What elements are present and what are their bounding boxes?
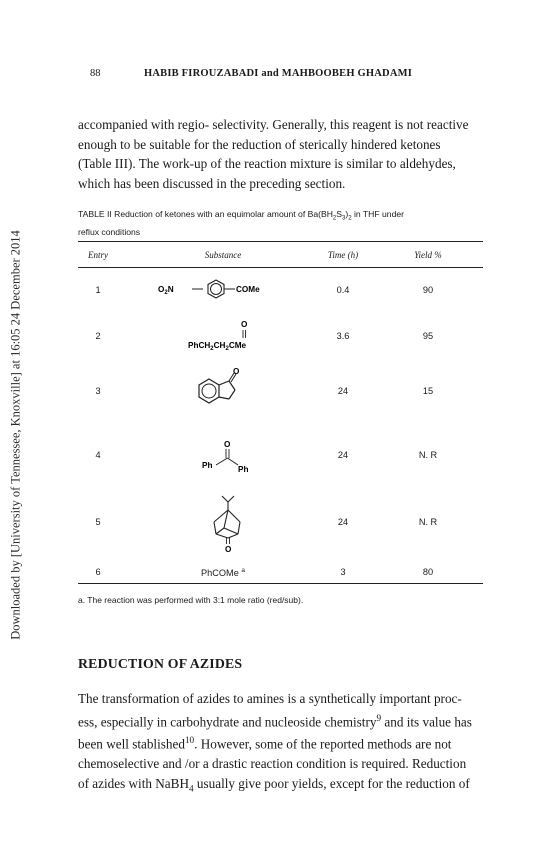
footnote-marker: a <box>241 567 245 574</box>
download-note-text: Downloaded by [University of Tennessee, Knoxville] at 16:05 24 December 2014 <box>8 230 23 640</box>
download-watermark <box>1 200 31 670</box>
row-5-time: 24 <box>337 517 349 527</box>
citation-9: 9 <box>376 712 382 723</box>
text-run: and its value has <box>381 713 472 729</box>
row-2-entry: 2 <box>95 331 101 341</box>
row-2-structure <box>188 318 298 359</box>
row-5-entry: 5 <box>95 517 101 527</box>
row-6-yield: 80 <box>422 567 434 577</box>
header-substance: Substance <box>204 250 242 260</box>
header-entry: Entry <box>88 250 108 260</box>
header-time: Time (h) <box>327 250 359 260</box>
caption-subscript: 3 <box>342 215 346 222</box>
svg-text:Ph: Ph <box>202 461 213 470</box>
section-heading: REDUCTION OF AZIDES <box>78 656 243 671</box>
header-yield: Yield % <box>414 250 442 260</box>
intro-line: accompanied with regio- selectivity. Generally, this reagent is not reactive <box>78 117 469 132</box>
row-4-yield: N. R <box>418 450 438 460</box>
row-4-entry: 4 <box>95 450 101 460</box>
page-number: 88 <box>90 68 101 79</box>
row-6-time: 3 <box>340 567 346 577</box>
svg-text:PhCH2CH2CMe: $PhCH_2CH_2CMe$ <box>188 341 247 352</box>
text-run: ess, especially in carbohydrate and nucleoside chemistry <box>78 713 377 729</box>
svg-text:O: O <box>241 320 248 329</box>
row-6-entry: 6 <box>95 567 101 577</box>
row-3-entry: 3 <box>95 386 101 396</box>
row-3-structure <box>195 367 255 416</box>
row-5-structure <box>200 492 260 557</box>
svg-text:COMe: COMe <box>236 285 260 294</box>
intro-line: which has been discussed in the preceding section. <box>78 175 346 191</box>
benzylacetone-structure <box>188 318 298 354</box>
caption-text: in THF under <box>351 209 404 219</box>
running-head-authors: HABIB FIROUZABADI and MAHBOOBEH GHADAMI <box>144 68 412 79</box>
svg-text:O2N: $O_2N$ <box>158 285 174 296</box>
svg-text:O: O <box>225 545 232 552</box>
azides-line <box>78 731 480 754</box>
intro-line: (Table III). The work-up of the reaction mixture is similar to aldehydes, <box>78 156 456 171</box>
svg-text:Ph: Ph <box>238 465 249 474</box>
svg-text:O: O <box>233 367 240 376</box>
text-run: . However, some of the reported methods are not <box>194 736 452 752</box>
row-1-structure <box>158 276 298 307</box>
camphor-structure <box>200 492 260 552</box>
caption-text: S <box>336 209 343 219</box>
caption-text: TABLE II Reduction of ketones with an equimolar amount of Ba(BH <box>78 209 333 219</box>
indanone-structure <box>195 367 255 411</box>
phcome-formula: PhCOMe <box>201 568 239 579</box>
caption-line-1 <box>78 208 488 226</box>
row-4-time: 24 <box>337 450 349 460</box>
text-run: of azides with NaBH <box>78 775 189 791</box>
row-1-yield: 90 <box>422 285 434 295</box>
row-1-entry: 1 <box>95 285 101 295</box>
row-2-time: 3.6 <box>336 331 350 341</box>
row-1-time: 0.4 <box>336 285 350 295</box>
nitroacetophenone-structure <box>158 276 298 302</box>
citation-10: 10 <box>184 735 195 746</box>
table-top-rule <box>78 241 483 242</box>
row-2-yield: 95 <box>422 331 434 341</box>
azides-line <box>78 774 480 799</box>
table-footnote: a. The reaction was performed with 3:1 mole ratio (red/sub). <box>78 595 304 605</box>
intro-paragraph <box>78 115 480 193</box>
intro-line: enough to be suitable for the reduction of sterically hindered ketones <box>78 136 441 152</box>
row-6-substance <box>138 567 308 578</box>
row-4-structure <box>202 438 262 483</box>
caption-subscript: 2 <box>332 215 337 222</box>
caption-line-2: reflux conditions <box>78 226 141 237</box>
azides-line: chemoselective and /or a drastic reaction condition is required. Reduction <box>78 756 467 772</box>
azides-line: The transformation of azides to amines is a synthetically important proc- <box>78 691 462 706</box>
table-header-rule <box>78 267 483 268</box>
text-run: been well stablished <box>78 736 185 752</box>
table-bottom-rule <box>78 583 483 584</box>
row-5-yield: N. R <box>418 517 438 527</box>
azides-paragraph <box>78 689 480 799</box>
row-3-yield: 15 <box>422 386 434 396</box>
table-caption <box>78 208 488 239</box>
azides-line <box>78 709 480 732</box>
caption-subscript: 2 <box>348 215 352 222</box>
subscript: 4 <box>188 783 194 794</box>
benzophenone-structure <box>202 438 262 478</box>
row-3-time: 24 <box>337 386 349 396</box>
svg-text:O: O <box>224 440 231 449</box>
caption-text: ) <box>345 209 349 219</box>
text-run: usually give poor yields, except for the reduction of <box>193 775 470 791</box>
